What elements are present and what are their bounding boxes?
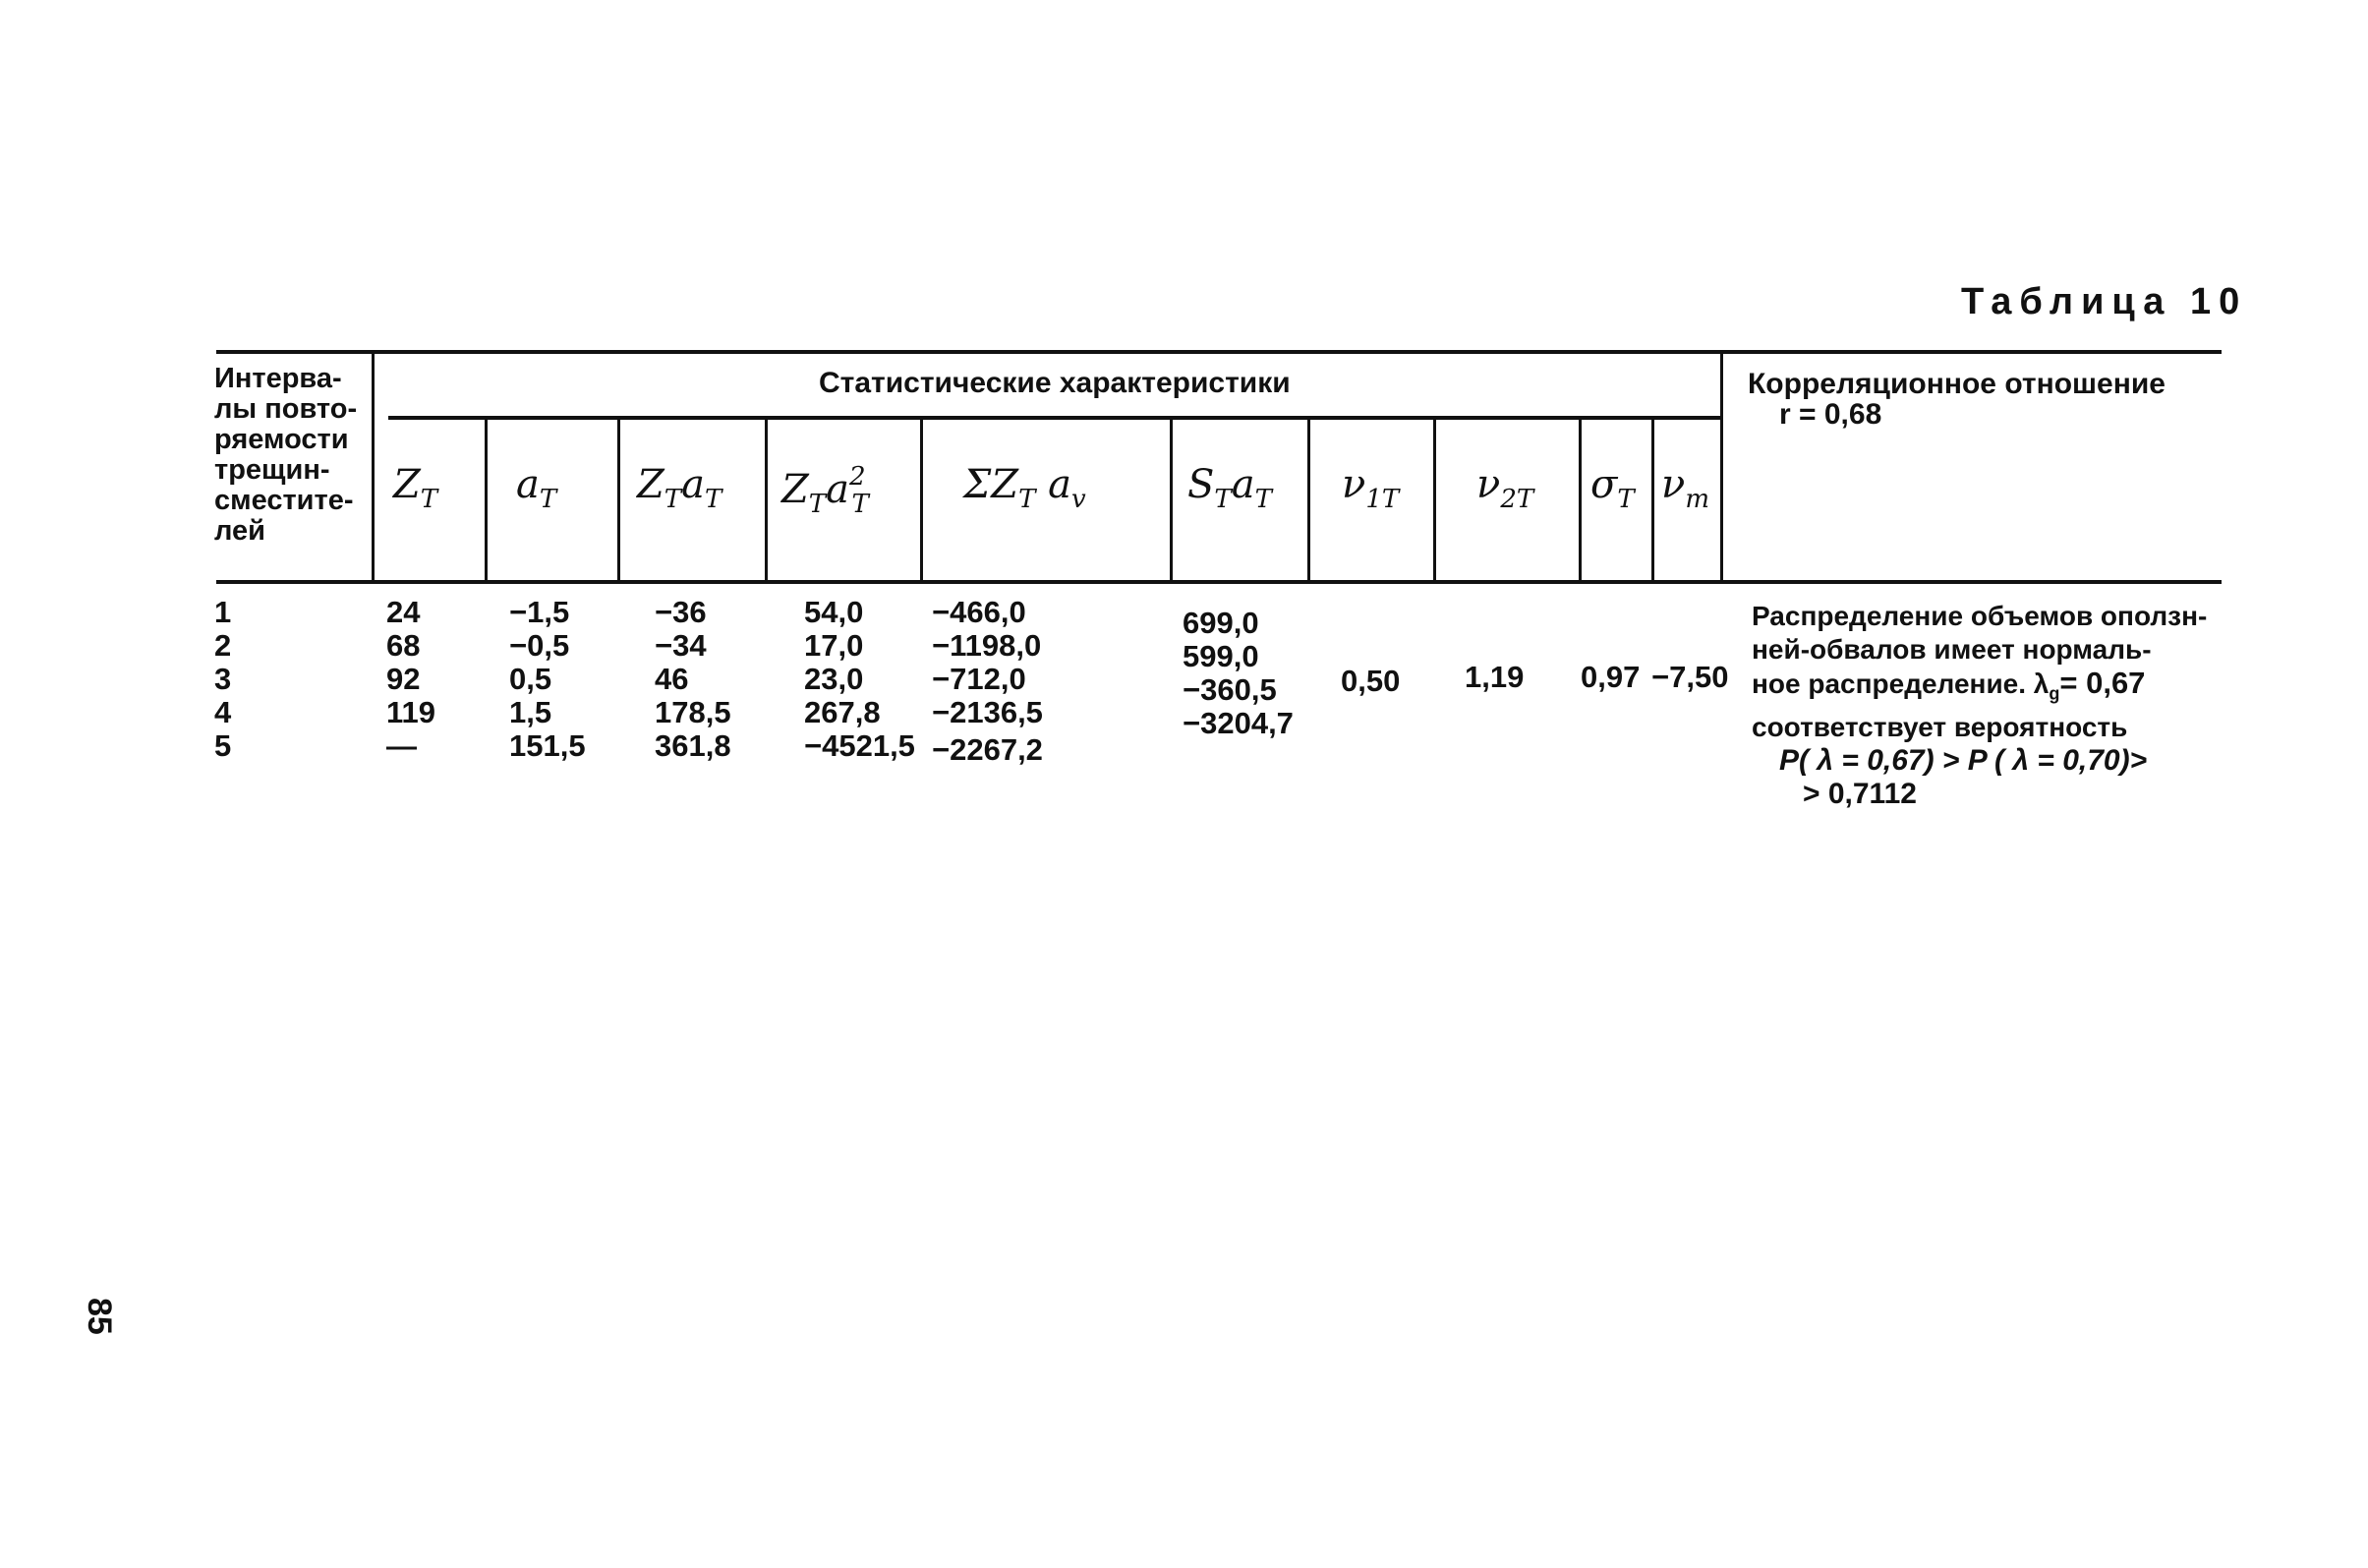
col-zt-at bbox=[655, 596, 731, 763]
cell: 0,5 bbox=[509, 662, 552, 696]
header-v-m bbox=[1661, 462, 1709, 514]
row-header bbox=[214, 364, 357, 547]
col-a-t bbox=[509, 596, 586, 763]
cell: 699,0 bbox=[1183, 606, 1259, 640]
cell: 119 bbox=[386, 695, 436, 729]
cell: −712,0 bbox=[932, 662, 1026, 696]
sym-text: a bbox=[826, 467, 849, 512]
cell: −0,5 bbox=[509, 628, 570, 663]
sym-sub: T bbox=[1254, 485, 1272, 514]
col-sum-zt-av bbox=[932, 596, 1043, 767]
sym-sub: T bbox=[664, 485, 682, 514]
col-divider bbox=[920, 420, 923, 582]
col-zt-at2 bbox=[804, 596, 915, 763]
cell: 3 bbox=[214, 662, 232, 696]
cell: −34 bbox=[655, 628, 707, 663]
note-sub: g bbox=[2049, 683, 2060, 704]
cell: 17,0 bbox=[804, 628, 864, 663]
col-divider bbox=[1307, 420, 1310, 582]
note-line: ней-обвалов имеет нормаль- bbox=[1752, 634, 2152, 665]
sym-text: a bbox=[1231, 462, 1255, 507]
page-number: 85 bbox=[81, 1298, 118, 1335]
sym-sub: 1T bbox=[1365, 485, 1400, 514]
cell-nu-1t: 0,50 bbox=[1341, 664, 1401, 698]
note-text: = 0,67 bbox=[2059, 666, 2146, 700]
row-header-line: лей bbox=[214, 515, 265, 547]
sym-sub: T bbox=[705, 485, 722, 514]
cell: 54,0 bbox=[804, 595, 864, 629]
sym-sub: T bbox=[1617, 485, 1635, 514]
row-header-line: лы повто- bbox=[214, 393, 358, 425]
sym-text: ΣZ bbox=[963, 462, 1019, 507]
note-line: Распределение объемов оползн- bbox=[1752, 601, 2208, 631]
cell-v-m: −7,50 bbox=[1651, 660, 1729, 694]
sym-text: a bbox=[681, 462, 705, 507]
header-zt-at bbox=[637, 462, 722, 514]
sym-text: a bbox=[1048, 462, 1071, 507]
cell: 2 bbox=[214, 628, 232, 663]
cell: −466,0 bbox=[932, 595, 1026, 629]
cell: −3204,7 bbox=[1183, 706, 1294, 740]
cell: −4521,5 bbox=[804, 728, 915, 763]
cell: 5 bbox=[214, 728, 232, 763]
cell: 178,5 bbox=[655, 695, 731, 729]
note-line: P( λ = 0,67) > P ( λ = 0,70)> bbox=[1779, 743, 2148, 777]
cell-nu-2t: 1,19 bbox=[1465, 660, 1525, 694]
col-divider bbox=[617, 420, 620, 582]
row-header-line: трещин- bbox=[214, 454, 330, 486]
cell: −2136,5 bbox=[932, 695, 1043, 729]
col-divider bbox=[1170, 420, 1173, 582]
sym-sub: v bbox=[1071, 485, 1086, 514]
note-line bbox=[1752, 667, 2207, 711]
note-line: > 0,7112 bbox=[1803, 777, 1917, 810]
sym-text: Z bbox=[781, 467, 809, 512]
cell: 361,8 bbox=[655, 728, 731, 763]
sym-text: ν bbox=[1476, 462, 1501, 507]
cell: 151,5 bbox=[509, 728, 586, 763]
sym-text: Z bbox=[637, 462, 664, 507]
header-nu-2t bbox=[1476, 462, 1533, 514]
note-text: ное распределение. λ bbox=[1752, 668, 2050, 699]
cell: 24 bbox=[386, 595, 421, 629]
cell: 23,0 bbox=[804, 662, 864, 696]
header-st-at bbox=[1187, 462, 1272, 514]
cell: 46 bbox=[655, 662, 689, 696]
row-header-line: ряемости bbox=[214, 424, 349, 455]
cell: 599,0 bbox=[1183, 639, 1259, 673]
distribution-note bbox=[1752, 600, 2207, 811]
corr-value: r = 0,68 bbox=[1779, 398, 1882, 431]
cell: 1 bbox=[214, 595, 232, 629]
cell: −360,5 bbox=[1183, 672, 1277, 707]
sym-sub: T bbox=[539, 485, 557, 514]
cell: 68 bbox=[386, 628, 421, 663]
cell: 92 bbox=[386, 662, 421, 696]
cell: — bbox=[386, 728, 417, 763]
sym-sub: T bbox=[420, 485, 438, 514]
header-zt-at2 bbox=[781, 462, 869, 519]
col-st-at bbox=[1183, 607, 1294, 740]
sym-sub: T bbox=[1018, 485, 1036, 514]
header-nu-1t bbox=[1342, 462, 1399, 514]
sym-text: a bbox=[516, 462, 540, 507]
sym-sup: 2 bbox=[849, 462, 866, 492]
group-header: Статистические характеристики bbox=[819, 367, 1291, 399]
col-divider bbox=[1579, 420, 1582, 582]
sym-sub: m bbox=[1685, 485, 1709, 514]
header-a-t bbox=[516, 462, 556, 514]
cell: 267,8 bbox=[804, 695, 881, 729]
sym-text: Z bbox=[393, 462, 421, 507]
header-bottom-rule bbox=[216, 580, 2222, 584]
col-divider bbox=[765, 420, 768, 582]
cell: −1,5 bbox=[509, 595, 570, 629]
group-header-rule bbox=[388, 416, 1720, 420]
header-z-t bbox=[393, 462, 437, 514]
row-header-line: сместите- bbox=[214, 485, 354, 516]
cell: −1198,0 bbox=[932, 628, 1042, 663]
sym-text: ν bbox=[1342, 462, 1366, 507]
cell: 4 bbox=[214, 695, 232, 729]
cell: 1,5 bbox=[509, 695, 552, 729]
table-top-rule bbox=[216, 350, 2222, 354]
header-sum-zt-av bbox=[963, 462, 1086, 514]
col-divider bbox=[372, 354, 375, 582]
sym-sub: T bbox=[851, 490, 869, 519]
col-divider bbox=[1651, 420, 1654, 582]
cell: −2267,2 bbox=[932, 732, 1043, 767]
sym-text: ν bbox=[1661, 462, 1686, 507]
table-title: Таблица 10 bbox=[1961, 281, 2248, 322]
sym-sub: T bbox=[1214, 485, 1232, 514]
row-header-line: Интерва- bbox=[214, 363, 342, 394]
cell-sigma-t: 0,97 bbox=[1581, 660, 1641, 694]
note-line: соответствует вероятность bbox=[1752, 711, 2128, 742]
col-divider bbox=[1433, 420, 1436, 582]
col-divider bbox=[1720, 354, 1723, 582]
col-z-t bbox=[386, 596, 435, 763]
corr-header: Корреляционное отношение bbox=[1748, 368, 2166, 400]
cell: −36 bbox=[655, 595, 707, 629]
sym-sub: T bbox=[808, 490, 827, 519]
col-intervals bbox=[214, 596, 231, 763]
col-divider bbox=[485, 420, 488, 582]
sym-sub: 2T bbox=[1500, 485, 1534, 514]
sym-text: S bbox=[1187, 462, 1215, 507]
header-sigma-t bbox=[1590, 462, 1635, 514]
sym-text: σ bbox=[1590, 462, 1618, 507]
